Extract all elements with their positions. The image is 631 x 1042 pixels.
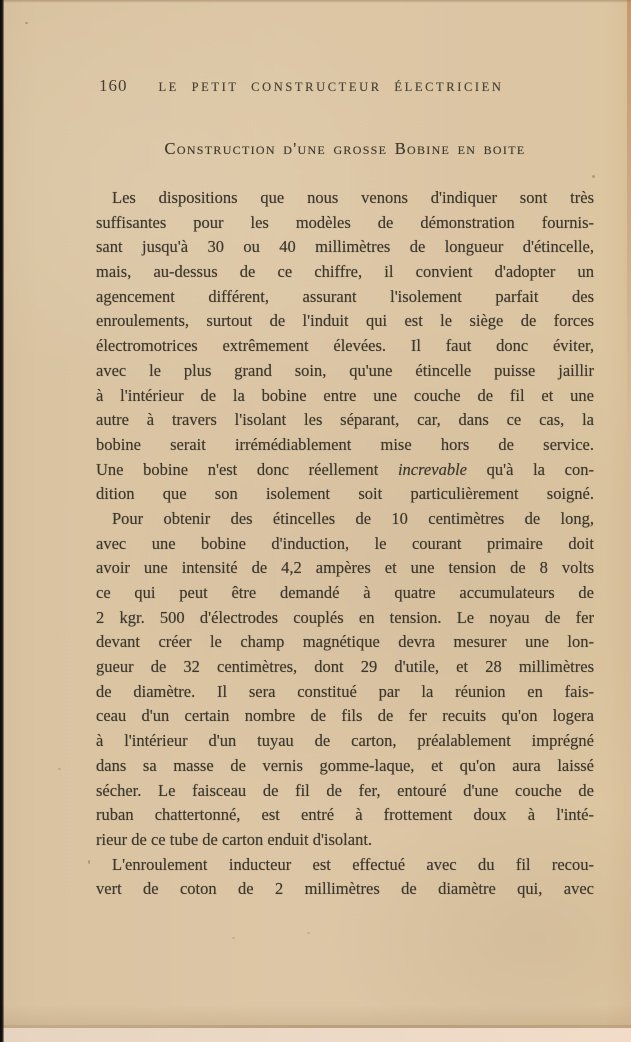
ink-speck xyxy=(88,860,90,864)
text-line: 2 kgr. 500 d'électrodes couplés en tension. Le noyau de fer xyxy=(96,607,594,627)
ink-speck xyxy=(25,22,28,24)
running-title: LE PETIT CONSTRUCTEUR ÉLECTRICIEN xyxy=(158,80,504,94)
text-line: agencement différent, assurant l'isolement parfait des xyxy=(96,286,594,306)
text-line: avec le plus grand soin, qu'une étincelle puisse jaillir xyxy=(96,360,594,380)
text-line: ce qui peut être demandé à quatre accumulateurs de xyxy=(96,583,594,602)
text-line: dition que son isolement soit particulièrement soigné. xyxy=(96,484,594,504)
ink-speck xyxy=(592,175,595,178)
text-line: électromotrices extrêmement élevées. Il faut donc éviter, xyxy=(96,336,594,356)
text-line xyxy=(96,458,594,483)
next-page-edge xyxy=(0,1028,631,1042)
scan-edge-right xyxy=(627,0,631,469)
text-line: mais, au-dessus de ce chiffre, il convient d'adopter un xyxy=(96,262,594,282)
ink-speck xyxy=(232,937,235,939)
scan-edge-top xyxy=(0,0,631,3)
text-line: Les dispositions que nous venons d'indiquer sont très xyxy=(112,188,594,207)
text-line: rieur de ce tube de carton enduit d'isolant. xyxy=(96,829,373,849)
italic-word: increvable xyxy=(397,459,467,479)
text-line: à l'intérieur d'un tuyau de carton, préalablement imprégné xyxy=(96,731,594,751)
text-line: L'enroulement inducteur est effectué avec du fil recou- xyxy=(112,854,594,874)
text-line: Pour obtenir des étincelles de 10 centimètres de long, xyxy=(112,508,594,528)
text-line: autre à travers l'isolant les séparant, car, dans ce cas, la xyxy=(96,410,594,430)
text-line: ruban chattertonné, est entré à frottement doux à l'inté- xyxy=(96,805,594,825)
text-line: gueur de 32 centimètres, dont 29 d'utile, et 28 millimètres xyxy=(96,657,594,677)
text-line: suffisantes pour les modèles de démonstration fournis- xyxy=(96,212,594,232)
section-heading: Construction d'une grosse Bobine en boite xyxy=(164,139,526,158)
text-line: à l'intérieur de la bobine entre une couche de fil et une xyxy=(96,385,594,405)
text-line: enroulements, surtout de l'induit qui est le siège de forces xyxy=(96,311,594,331)
page-bottom-shadow xyxy=(0,1005,631,1025)
text-line: bobine serait irrémédiablement mise hors de service. xyxy=(96,434,594,454)
text-line: sécher. Le faisceau de fil de fer, entouré d'une couche de xyxy=(96,780,594,800)
scan-edge-left xyxy=(0,0,4,1042)
text-segment: Une bobine n'est donc réellement xyxy=(96,459,398,479)
text-line: dans sa masse de vernis gomme-laque, et qu'on aura laissé xyxy=(96,755,594,775)
ink-speck xyxy=(58,768,61,770)
text-line: avec une bobine d'induction, le courant primaire doit xyxy=(96,533,594,553)
text-line: vert de coton de 2 millimètres de diamètre qui, avec xyxy=(96,879,594,899)
text-line: ceau d'un certain nombre de fils de fer recuits qu'on logera xyxy=(96,706,594,726)
ink-speck xyxy=(307,932,310,934)
page-number: 160 xyxy=(99,76,128,95)
text-line: sant jusqu'à 30 ou 40 millimètres de longueur d'étincelle, xyxy=(96,237,594,257)
text-segment: qu'à la con- xyxy=(466,459,594,479)
text-line: avoir une intensité de 4,2 ampères et une tension de 8 volts xyxy=(96,558,594,578)
body-text xyxy=(96,186,594,902)
text-line: de diamètre. Il sera constitué par la réunion en fais- xyxy=(96,681,594,701)
text-line: devant créer le champ magnétique devra mesurer une lon- xyxy=(96,632,594,652)
